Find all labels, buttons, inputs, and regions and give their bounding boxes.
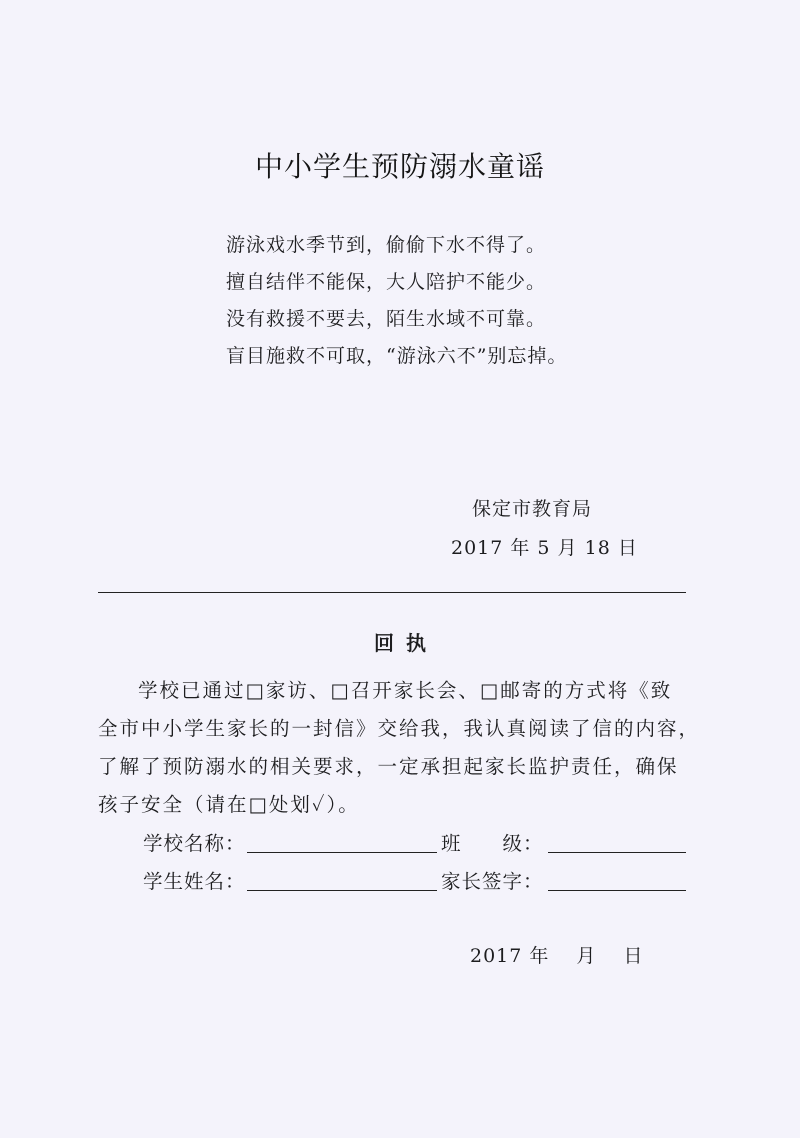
rhyme-line: 游泳戏水季节到，偷偷下水不得了。 (226, 234, 547, 256)
parent-signature-blank[interactable] (548, 890, 686, 891)
receipt-body (98, 672, 701, 824)
parent-signature-label: 家长签字： (441, 870, 544, 893)
student-name-blank[interactable] (247, 890, 437, 891)
receipt-date: 2017 年 月 日 (470, 945, 644, 967)
issuer: 保定市教育局 (472, 498, 593, 520)
receipt-field-row (143, 828, 703, 858)
school-name-blank[interactable] (247, 852, 437, 853)
student-name-label: 学生姓名： (143, 870, 246, 893)
rhyme-line: 擅自结伴不能保，大人陪护不能少。 (226, 271, 547, 293)
receipt-title: 回执 (374, 631, 438, 655)
document-title: 中小学生预防溺水童谣 (254, 150, 545, 183)
rhyme-line: 盲目施救不可取，“游泳六不”别忘掉。 (226, 345, 568, 367)
class-label: 班 级： (441, 832, 544, 855)
receipt-field-row (143, 866, 703, 896)
issue-date: 2017 年 5 月 18 日 (451, 537, 638, 559)
rhyme-line: 没有救援不要去，陌生水域不可靠。 (226, 308, 547, 330)
school-name-label: 学校名称： (143, 832, 246, 855)
receipt-body-line: 孩子安全（请在□处划✓）。 (98, 793, 360, 816)
receipt-body-line: 全市中小学生家长的一封信》交给我，我认真阅读了信的内容， (98, 717, 701, 740)
receipt-body-line: 了解了预防溺水的相关要求，一定承担起家长监护责任，确保 (98, 755, 679, 778)
receipt-body-line: 学校已通过□家访、□召开家长会、□邮寄的方式将《致 (138, 679, 673, 702)
nursery-rhyme (226, 227, 696, 375)
cut-line-divider (98, 592, 686, 593)
class-blank[interactable] (548, 852, 686, 853)
